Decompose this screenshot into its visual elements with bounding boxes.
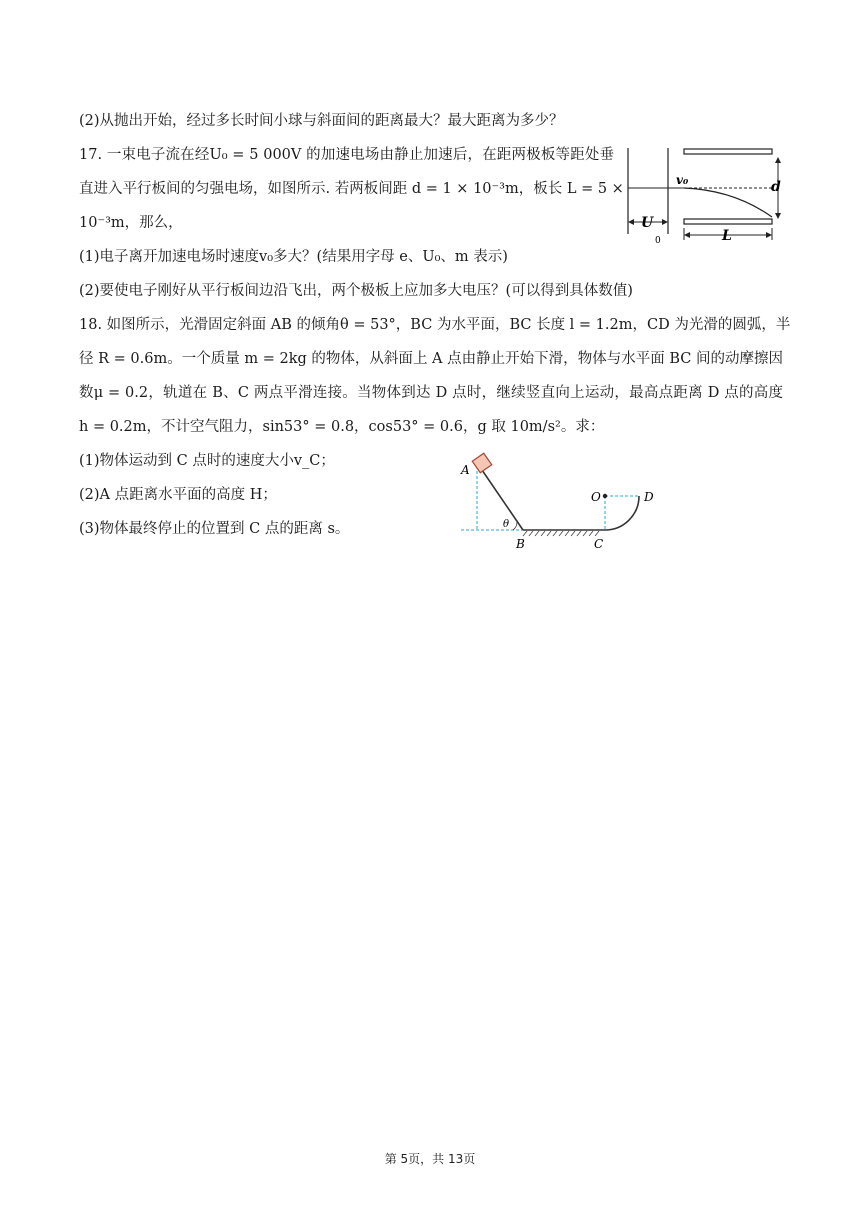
q17-part2: (2)要使电子刚好从平行板间边沿飞出，两个极板上应加多大电压？(可以得到具体数值): [79, 283, 633, 299]
q17-electron-deflection-figure: [624, 144, 784, 246]
point-c-label: C: [594, 537, 604, 551]
q17-text-line3: 10⁻³m，那么，: [79, 215, 183, 231]
page-footer: 第 5页，共 13页: [384, 1152, 476, 1166]
q18-track-figure: [455, 448, 675, 558]
d-label: d: [771, 179, 781, 195]
q17-part1: (1)电子离开加速电场时速度v₀多大？(结果用字母 e、U₀、m 表示): [79, 249, 508, 265]
theta-label: θ: [503, 519, 510, 530]
q17-text-line1: 17. 一束电子流在经U₀ = 5 000V 的加速电场由静止加速后，在距两极板等距处垂: [79, 147, 614, 163]
point-d-label: D: [644, 490, 654, 504]
v0-label: v₀: [676, 173, 689, 187]
point-a-label: A: [461, 463, 470, 477]
u-subscript: 0: [655, 236, 661, 246]
q18-text-line2: 径 R = 0.6m。一个质量 m = 2kg 的物体，从斜面上 A 点由静止开始下滑，物体与水平面 BC 间的动摩擦因: [79, 351, 783, 367]
center-o-label: O: [591, 490, 601, 504]
point-b-label: B: [516, 537, 525, 551]
q16-part2: (2)从抛出开始，经过多长时间小球与斜面间的距离最大？最大距离为多少？: [79, 113, 564, 129]
q18-text-line3: 数μ = 0.2，轨道在 B、C 两点平滑连接。当物体到达 D 点时，继续竖直向上运动，最高点距离 D 点的高度: [79, 385, 783, 401]
l-label: L: [722, 228, 732, 244]
q18-part3: (3)物体最终停止的位置到 C 点的距离 s。: [79, 521, 350, 537]
q18-part2: (2)A 点距离水平面的高度 H；: [79, 487, 277, 503]
q17-text-line2: 直进入平行板间的匀强电场，如图所示. 若两板间距 d = 1 × 10⁻³m，板长 L = 5 ×: [79, 181, 624, 197]
q18-text-line4: h = 0.2m，不计空气阻力，sin53° = 0.8，cos53° = 0.6，g 取 10m/s²。求：: [79, 419, 605, 435]
q18-text-line1: 18. 如图所示，光滑固定斜面 AB 的倾角θ = 53°，BC 为水平面，BC 长度 l = 1.2m，CD 为光滑的圆弧，半: [79, 317, 791, 333]
q18-part1: (1)物体运动到 C 点时的速度大小v_C；: [79, 453, 335, 469]
u-label: U: [641, 215, 654, 231]
